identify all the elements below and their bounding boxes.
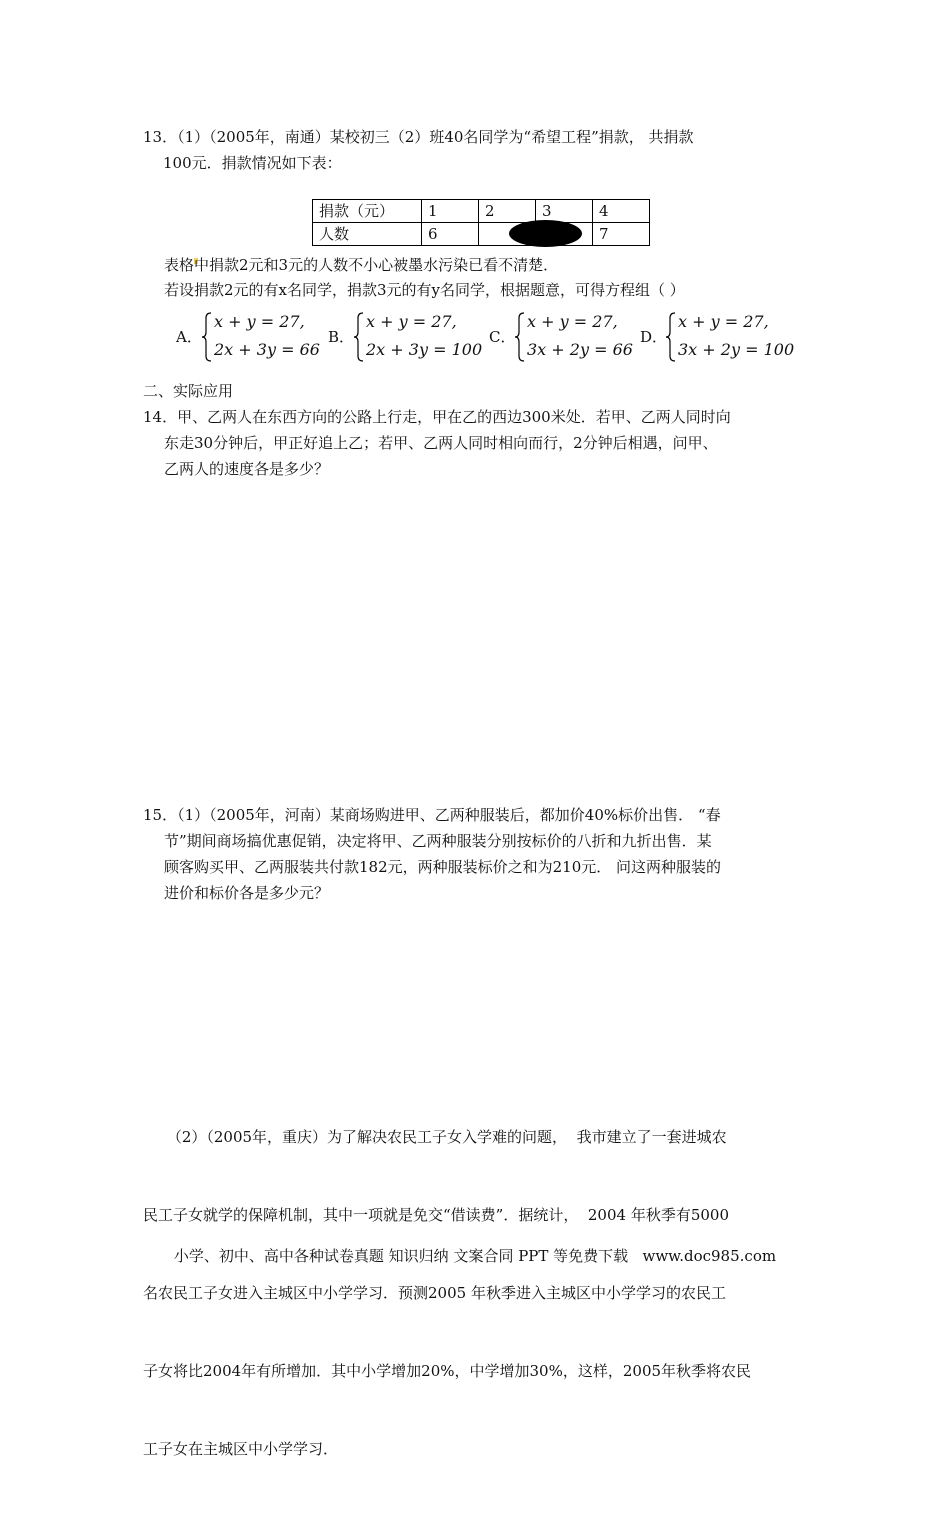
question-15-part-1 [143, 802, 721, 906]
question-15b-line: （2）（2005年，重庆）为了解决农民工子女入学难的问题， 我市建立了一套进城农 [143, 1128, 727, 1146]
question-15-line: 进价和标价各是多少元？ [164, 884, 330, 902]
table-cell: 捐款（元） [313, 200, 422, 223]
table-cell: 人数 [313, 223, 422, 246]
equation-1: x + y = 27, [527, 312, 618, 331]
answer-options [176, 312, 816, 366]
ink-blot [509, 220, 582, 247]
option-label: A． [176, 328, 202, 346]
equation-2: 3x + 2y = 66 [527, 340, 633, 359]
question-13-note: 表格中捐款2元和3元的人数不小心被墨水污染已看不清楚． [164, 256, 559, 274]
table-cell: 2 [479, 200, 536, 223]
question-13 [143, 124, 813, 176]
equation-1: x + y = 27, [678, 312, 769, 331]
equation-1: x + y = 27, [366, 312, 457, 331]
question-14 [143, 404, 731, 482]
table-row [313, 223, 650, 246]
equation-1: x + y = 27, [214, 312, 305, 331]
option-label: C． [489, 328, 516, 346]
table-cell: 1 [422, 200, 479, 223]
question-15-line: 顾客购买甲、乙两服装共付款182元，两种服装标价之和为210元． 问这两种服装的 [164, 858, 722, 876]
question-15-part-2 [143, 1072, 751, 1514]
option-label: D． [640, 328, 668, 346]
table-row [313, 200, 650, 223]
question-15b-line: 子女将比2004年有所增加．其中小学增加20%，中学增加30%，这样，2005年秋季将农民 [143, 1362, 752, 1380]
question-15-line: 15．（1）（2005年，河南）某商场购进甲、乙两种服装后，都加价40%标价出售． “春 [143, 806, 721, 824]
section-heading: 二、实际应用 [143, 382, 234, 400]
question-15b-line: 民工子女就学的保障机制，其中一项就是免交“借读费”．据统计， 2004 年秋季有5000 [143, 1206, 729, 1224]
page-footer: 小学、初中、高中各种试卷真题 知识归纳 文案合同 PPT 等免费下载 www.doc985.com [173, 1247, 777, 1265]
question-15-line: 节”期间商场搞优惠促销，决定将甲、乙两种服装分别按标价的八折和九折出售．某 [164, 832, 712, 850]
donation-table [312, 199, 650, 246]
question-13-line-2: 100元．捐款情况如下表： [163, 154, 342, 172]
equation-2: 2x + 3y = 66 [214, 340, 320, 359]
question-15b-line: 工子女在主城区中小学学习． [143, 1440, 339, 1458]
question-13-line-1: 13．（1）（2005年，南通）某校初三（2）班40名同学为“希望工程”捐款， 共捐款 [143, 128, 694, 146]
question-14-line: 14．甲、乙两人在东西方向的公路上行走，甲在乙的西边300米处．若甲、乙两人同时向 [143, 408, 731, 426]
brace-icon [354, 312, 364, 362]
equation-2: 3x + 2y = 100 [678, 340, 795, 359]
table-cell: 3 [536, 200, 593, 223]
option-label: B． [328, 328, 355, 346]
table-cell: 6 [422, 223, 479, 246]
table-cell: 7 [593, 223, 650, 246]
equation-2: 2x + 3y = 100 [366, 340, 483, 359]
table-cell: 4 [593, 200, 650, 223]
question-14-line: 乙两人的速度各是多少？ [164, 460, 330, 478]
brace-icon [666, 312, 676, 362]
brace-icon [515, 312, 525, 362]
question-13-prompt: 若设捐款2元的有x名同学，捐款3元的有y名同学，根据题意，可得方程组（ ） [164, 281, 685, 299]
question-15b-line: 名农民工子女进入主城区中小学学习．预测2005 年秋季进入主城区中小学学习的农民工 [143, 1284, 726, 1302]
question-14-line: 东走30分钟后，甲正好追上乙；若甲、乙两人同时相向而行，2分钟后相遇，问甲、 [164, 434, 718, 452]
brace-icon [202, 312, 212, 362]
